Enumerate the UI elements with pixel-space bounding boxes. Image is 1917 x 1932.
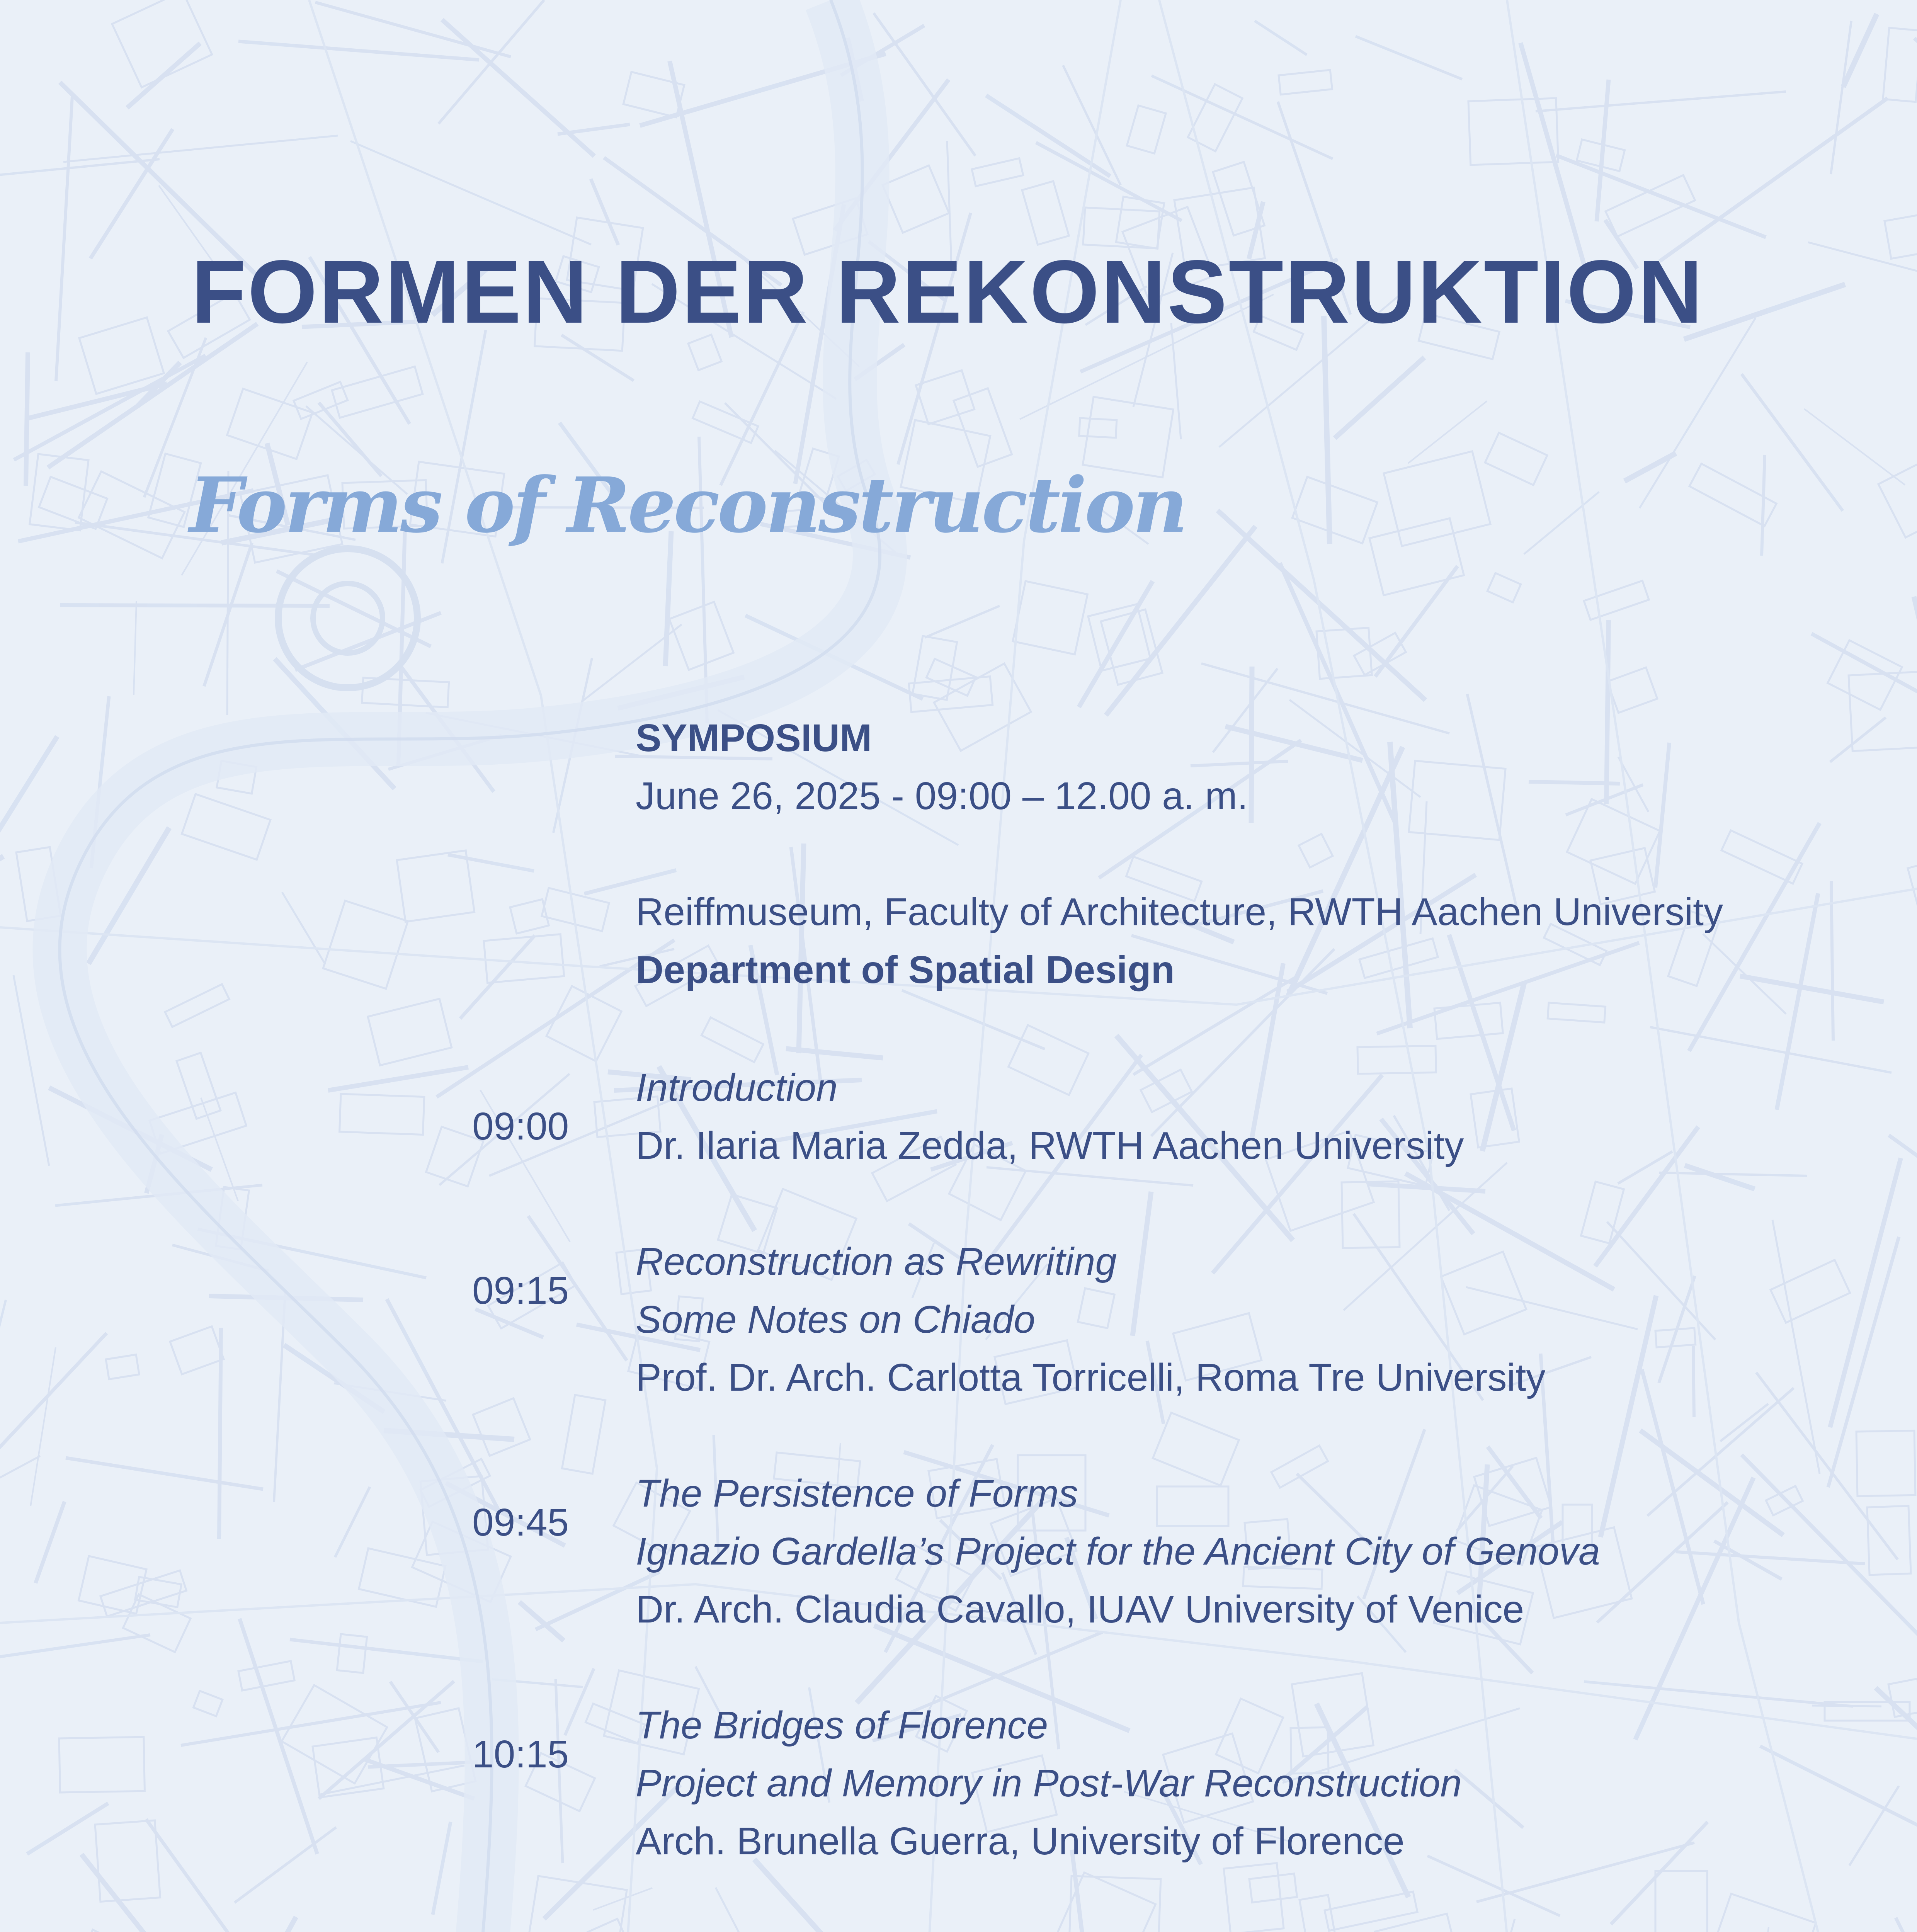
program-time: 10:15 — [472, 1733, 569, 1776]
symposium-date: June 26, 2025 - 09:00 – 12.00 a. m. — [636, 774, 1248, 818]
department-text: Department of Spatial Design — [636, 948, 1175, 992]
program-title: The Persistence of Forms — [636, 1472, 1078, 1515]
program-item — [636, 1696, 1462, 1870]
program-item — [636, 1464, 1600, 1638]
venue-info — [636, 883, 1723, 999]
poster-title: FORMEN DER REKONSTRUKTION — [191, 242, 1704, 342]
program-item — [636, 1059, 1464, 1175]
program-time: 09:15 — [472, 1269, 569, 1312]
venue-text: Reiffmuseum, Faculty of Architecture, RWTH Aachen University — [636, 890, 1723, 934]
symposium-label: SYMPOSIUM — [636, 716, 872, 760]
program-title: Reconstruction as Rewriting — [636, 1240, 1117, 1283]
program-speaker: Dr. Ilaria Maria Zedda, RWTH Aachen University — [636, 1124, 1464, 1167]
program-item — [636, 1233, 1545, 1406]
program-speaker: Prof. Dr. Arch. Carlotta Torricelli, Roma Tre University — [636, 1356, 1546, 1399]
program-item — [636, 1928, 1417, 1932]
program-speaker: Arch. Brunella Guerra, University of Florence — [636, 1820, 1405, 1863]
program-title — [636, 1928, 1417, 1932]
program-title: Introduction — [636, 1066, 838, 1109]
program-time: 09:00 — [472, 1105, 569, 1148]
program-title: The Bridges of Florence — [636, 1704, 1048, 1747]
poster-subtitle: Forms of Reconstruction — [189, 461, 1186, 550]
program-subtitle: Ignazio Gardella’s Project for the Ancient City of Genova — [636, 1530, 1600, 1573]
symposium-info — [636, 709, 1248, 825]
program-speaker: Dr. Arch. Claudia Cavallo, IUAV University of Venice — [636, 1588, 1524, 1631]
program-subtitle: Some Notes on Chiado — [636, 1298, 1035, 1341]
program-subtitle: Project and Memory in Post-War Reconstruction — [636, 1762, 1462, 1805]
program-time: 09:45 — [472, 1501, 569, 1544]
